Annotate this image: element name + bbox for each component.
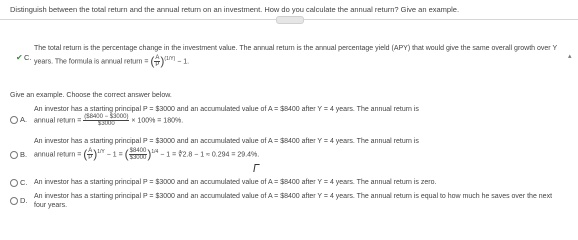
checkmark-icon: ✔	[16, 53, 23, 62]
resize-handle[interactable]	[276, 16, 304, 24]
option-d[interactable]	[10, 192, 570, 212]
option-c[interactable]	[10, 178, 570, 188]
answer-c-line2: years. The formula is annual return = ( $\frac{A}{P}$ )$^{(1/Y)}$ − 1.	[34, 54, 190, 68]
answer-c-line1: The total return is the percentage change in the investment value. The annual return is the annual percentage yield (APY) that would give the same overall growth over Y	[34, 45, 558, 52]
option-a-letter: A.	[20, 115, 28, 124]
option-d-radio[interactable]	[10, 197, 18, 205]
answer-c-section	[10, 44, 570, 74]
option-a-radio[interactable]	[10, 116, 18, 124]
option-b-line1: An investor has a starting principal P = $3000 and an accumulated value of A = $8400 after Y = 4 years. The annual return is	[34, 138, 419, 145]
option-b[interactable]	[10, 137, 570, 169]
scroll-up-icon[interactable]: ▴	[568, 53, 572, 60]
option-a-line2: annual return = $\frac{(\$8400 - \$3000)}{\$3000}$ × 100% = 180%.	[34, 114, 184, 127]
answer-c-letter: C.	[24, 53, 32, 62]
mouse-cursor-icon	[253, 164, 259, 172]
option-b-letter: B.	[20, 150, 28, 159]
option-c-line1: An investor has a starting principal P = $3000 and an accumulated value of A = $8400 after Y = 4 years. The annual return is zero.	[34, 179, 437, 186]
option-a[interactable]	[10, 105, 570, 131]
option-b-radio[interactable]	[10, 151, 18, 159]
option-c-radio[interactable]	[10, 179, 18, 187]
option-b-line2: annual return = ( $\frac{A}{P}$ )$^{1/Y}$ − 1 = ( $\frac{\$8400}{\$3000}$ )$^{1/4}$ − 1 = ∜2.8 − 1 ≈ 0.294 = 29.4%.	[34, 147, 260, 161]
option-d-line2: four years.	[34, 202, 68, 209]
option-c-letter: C.	[20, 178, 28, 187]
option-d-letter: D.	[20, 196, 28, 205]
instruction-text: Give an example. Choose the correct answer below.	[10, 92, 172, 99]
option-d-line1: An investor has a starting principal P = $3000 and an accumulated value of A = $8400 after Y = 4 years. The annual return is equal to how much he saves over the next	[34, 193, 553, 200]
question-text: Distinguish between the total return and the annual return on an investment. How do you calculate the annual return? Give an example.	[10, 5, 460, 14]
option-a-line1: An investor has a starting principal P = $3000 and an accumulated value of A = $8400 after Y = 4 years. The annual return is	[34, 106, 419, 113]
